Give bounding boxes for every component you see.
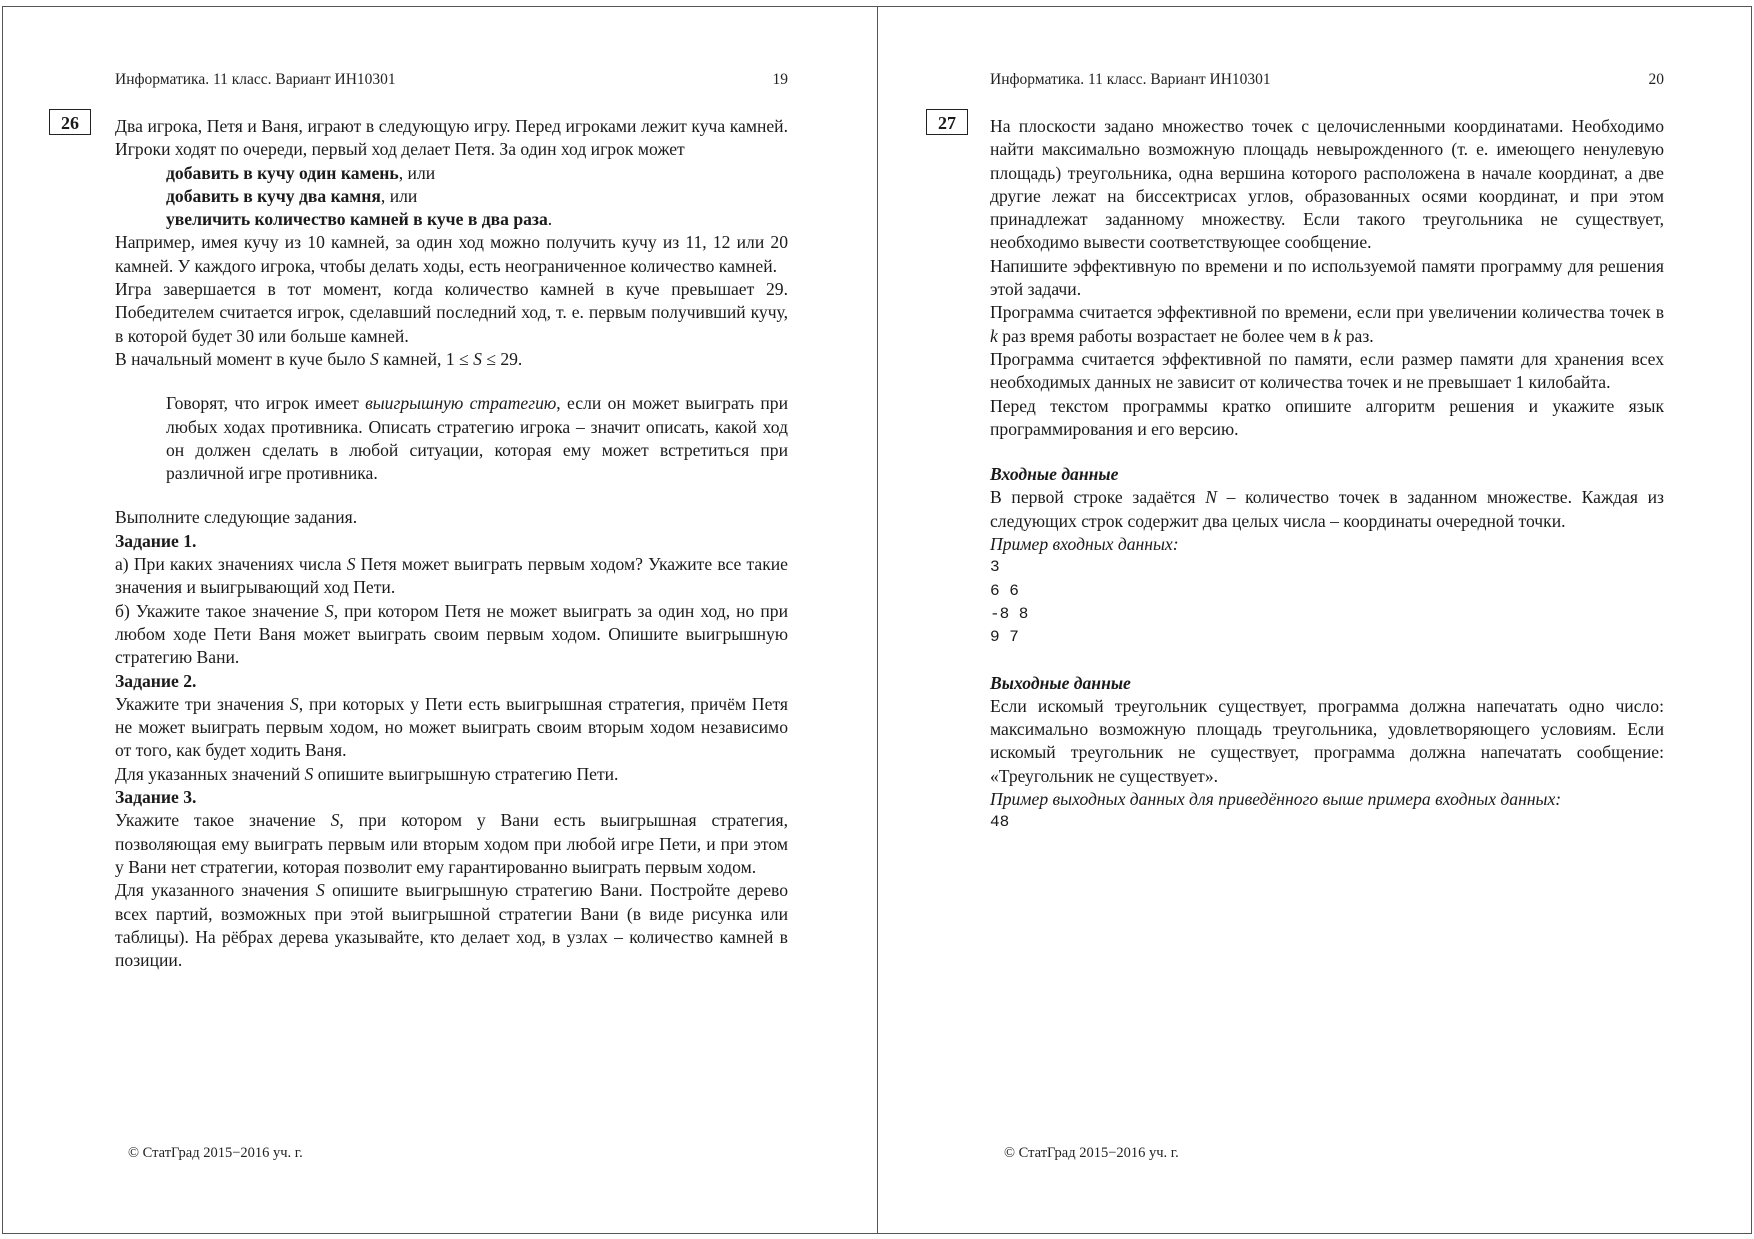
game-end-rule: Игра завершается в тот момент, когда количество камней в куче превышает 29. Победителем считается игрок, сделавший последний ход, т. е. первым получивший кучу, в которой будет 30 или больше камней. xyxy=(115,279,788,346)
task1-a xyxy=(115,553,788,600)
variable: k xyxy=(990,325,998,346)
move-option-bold: добавить в кучу один камень xyxy=(166,162,399,183)
text-run: , если он может выиграть при любых ходах противника. Описать стратегию игрока – значит описать, какой ход он должен сделать в любой ситуации, которая ему может встретиться при различной игре противника. xyxy=(166,393,788,484)
move-option-rest: , или xyxy=(398,162,436,183)
output-example-label: Пример выходных данных для приведённого выше примера входных данных: xyxy=(990,789,1562,810)
variable: S xyxy=(330,810,340,831)
output-section-title: Выходные данные xyxy=(990,672,1131,693)
text-run: Укажите такое значение xyxy=(115,810,331,831)
page-right xyxy=(877,6,1752,1234)
task1-b xyxy=(115,600,788,670)
text-run: Для указанных значений xyxy=(115,763,305,784)
input-example-line: 6 6 xyxy=(990,581,1019,600)
input-example-label: Пример входных данных: xyxy=(990,534,1179,555)
text-run: раз. xyxy=(1341,325,1374,346)
text-run: а) При каких значениях числа xyxy=(115,554,347,575)
move-option-bold: увеличить количество камней в куче в два раза xyxy=(166,209,548,230)
text-run: В первой строке задаётся xyxy=(990,487,1206,508)
variable: k xyxy=(1333,325,1342,346)
move-option xyxy=(166,162,788,185)
text-run: Программа считается эффективной по времени, если при увеличении количества точек в xyxy=(990,302,1664,323)
move-option xyxy=(166,208,788,231)
text-run: , при котором у Вани есть выигрышная стратегия, позволяющая ему выиграть первым или вторым ходом при любой игре Пети, и при этом у Вани нет стратегии, которая позволит ему гарантированно выиграть первым ходом. xyxy=(115,810,788,877)
input-section-title: Входные данные xyxy=(990,464,1119,485)
header-title: Информатика. 11 класс. Вариант ИН10301 xyxy=(990,71,1271,88)
variable: S xyxy=(369,348,379,369)
text-run: Петя может выиграть первым ходом? Укажите все такие значения и выигрывающий ход Пети. xyxy=(115,554,788,598)
variable: S xyxy=(304,763,314,784)
text-run: Говорят, что игрок имеет xyxy=(166,393,366,414)
text-run: б) Укажите такое значение xyxy=(115,600,325,621)
problem-statement: На плоскости задано множество точек с целочисленными координатами. Необходимо найти максимально возможную площадь невырожденного (т. е. имеющего ненулевую площадь) треугольника, одна вершина которого расположена в начале координат, а две другие лежат на биссектрисах углов, образованных осями координат, и при этом принадлежат заданному множеству. Если такого треугольника не существует, необходимо вывести соответствующее сообщение. xyxy=(990,116,1664,253)
move-option-rest: . xyxy=(547,209,553,230)
text-run: опишите выигрышную стратегию Вани. Постройте дерево всех партий, возможных при этой выигрышной стратегии Вани (в виде рисунка или таблицы). На рёбрах дерева указывайте, кто делает ход, в узлах – количество камней в позиции. xyxy=(115,880,788,971)
text-run: ≤ 29. xyxy=(481,348,523,369)
text-run: В начальный момент в куче было xyxy=(115,348,370,369)
page-left xyxy=(2,6,878,1234)
game-start-state xyxy=(115,348,788,371)
time-efficiency xyxy=(990,301,1664,348)
input-example-line: 9 7 xyxy=(990,628,1019,647)
task1-title: Задание 1. xyxy=(115,530,197,551)
efficiency-request: Напишите эффективную по времени и по используемой памяти программу для решения этой задачи. xyxy=(990,255,1664,300)
input-example-line: -8 8 xyxy=(990,604,1029,623)
text-run: раз время работы возрастает не более чем в xyxy=(997,325,1334,346)
header-title: Информатика. 11 класс. Вариант ИН10301 xyxy=(115,71,396,88)
move-option-rest: , или xyxy=(380,185,418,206)
task-26-body xyxy=(115,115,788,972)
variable: S xyxy=(289,693,299,714)
text-run: камней, 1 ≤ xyxy=(378,348,474,369)
input-example-line: 3 xyxy=(990,558,1000,577)
variable: S xyxy=(315,880,325,901)
tasks-intro: Выполните следующие задания. xyxy=(115,507,358,528)
task3-text xyxy=(115,809,788,879)
game-example: Например, имея кучу из 10 камней, за один ход можно получить кучу из 11, 12 или 20 камней. У каждого игрока, чтобы делать ходы, есть неограниченное количество камней. xyxy=(115,232,788,276)
text-run: Укажите три значения xyxy=(115,693,290,714)
input-description xyxy=(990,486,1664,533)
task-number-box: 26 xyxy=(49,109,91,135)
italic-term: выигрышную стратегию xyxy=(365,393,557,414)
task-27-body xyxy=(990,115,1664,835)
task2-text2 xyxy=(115,763,788,786)
game-intro: Два игрока, Петя и Ваня, играют в следующую игру. Перед игроками лежит куча камней. Игроки ходят по очереди, первый ход делает Петя. За один ход игрок может xyxy=(115,116,788,160)
text-run: – количество точек в заданном множестве. Каждая из следующих строк содержит два целых числа – координаты очередной точки. xyxy=(990,487,1664,531)
output-example: 48 xyxy=(990,813,1010,832)
variable: S xyxy=(473,348,482,369)
memory-efficiency: Программа считается эффективной по памяти, если размер памяти для хранения всех необходимых данных не зависит от количества точек и не превышает 1 килобайта. xyxy=(990,348,1664,393)
page-footer: © СтатГрад 2015−2016 уч. г. xyxy=(128,1145,303,1161)
algorithm-note: Перед текстом программы кратко опишите алгоритм решения и укажите язык программирования и его версию. xyxy=(990,395,1664,439)
task2-text xyxy=(115,693,788,763)
text-run: Для указанного значения xyxy=(115,880,316,901)
page-number: 20 xyxy=(1648,71,1664,88)
variable: N xyxy=(1205,487,1217,508)
variable: S xyxy=(346,554,356,575)
move-option xyxy=(166,185,788,208)
text-run: , при которых у Пети есть выигрышная стратегия, причём Петя не может выиграть первым ходом, но может выиграть своим вторым ходом независимо от того, как будет ходить Ваня. xyxy=(115,693,788,761)
output-description: Если искомый треугольник существует, программа должна напечатать одно число: максимально возможную площадь треугольника, удовлетворяющего условиям. Если искомый треугольник не существует, программа должна напечатать сообщение: «Треугольник не существует». xyxy=(990,695,1664,786)
task2-title: Задание 2. xyxy=(115,670,197,691)
page-number: 19 xyxy=(772,71,788,88)
variable: S xyxy=(324,600,334,621)
text-run: опишите выигрышную стратегию Пети. xyxy=(313,763,619,784)
strategy-definition xyxy=(166,392,788,485)
page-footer: © СтатГрад 2015−2016 уч. г. xyxy=(1004,1145,1179,1161)
task3-title: Задание 3. xyxy=(115,787,197,808)
text-run: , при котором Петя не может выиграть за один ход, но при любом ходе Пети Ваня может выиграть своим первым ходом. Опишите выигрышную стратегию Вани. xyxy=(115,600,788,668)
move-option-bold: добавить в кучу два камня xyxy=(166,185,381,206)
task-number-box: 27 xyxy=(926,109,968,135)
task3-text2 xyxy=(115,879,788,972)
